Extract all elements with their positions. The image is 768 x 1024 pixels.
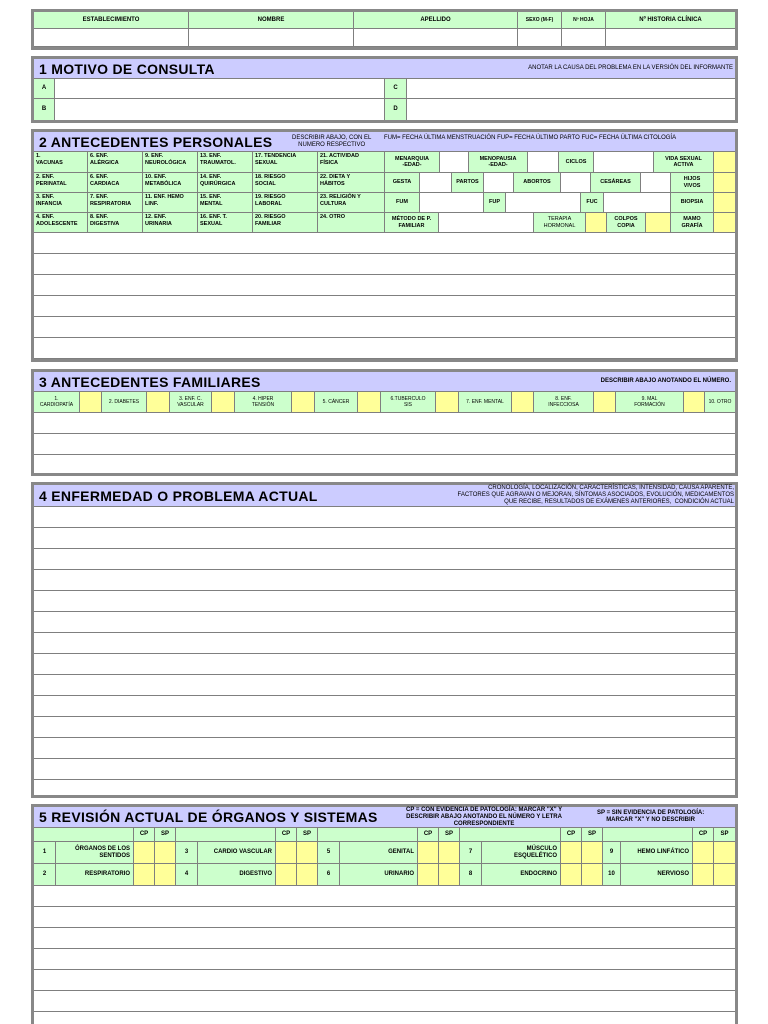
history-item-4-6[interactable]: 24. OTRO: [318, 213, 385, 233]
cp-check-9[interactable]: [693, 842, 714, 864]
sp-check-3[interactable]: [297, 842, 318, 864]
sp-header-5: SP: [714, 828, 735, 842]
cp-check-2[interactable]: [134, 864, 155, 886]
cpsp-spacer-5: [603, 828, 693, 842]
historia-field[interactable]: [606, 29, 735, 47]
history-item-2-4[interactable]: 14. ENF. QUIRÚRGICA: [198, 173, 253, 193]
family-item-3: 3. ENF. C. VASCULAR: [170, 392, 212, 413]
cp-check-1[interactable]: [134, 842, 155, 864]
section-title: 5 REVISIÓN ACTUAL DE ÓRGANOS Y SISTEMAS: [39, 809, 378, 825]
cp-check-6[interactable]: [418, 864, 439, 886]
system-number-5: 5: [318, 842, 340, 864]
sp-check-4[interactable]: [297, 864, 318, 886]
apellido-label: APELLIDO: [354, 12, 518, 29]
note-sp: SP = SIN EVIDENCIA DE PATOLOGÍA: MARCAR "X" Y NO DESCRIBIR: [597, 810, 705, 823]
sp-check-6[interactable]: [439, 864, 460, 886]
family-item-8: 8. ENF. INFECCIOSA: [534, 392, 594, 413]
motivo-field-a[interactable]: [55, 79, 385, 99]
gyn-label-terapia: TERAPIA HORMONAL: [534, 213, 586, 233]
description-lines[interactable]: [34, 507, 735, 795]
row-label-c: C: [385, 79, 407, 99]
section-enfermedad-actual: [31, 482, 738, 798]
family-item-2: 2. DIABETES: [102, 392, 147, 413]
section-antecedentes-familiares: [31, 369, 738, 476]
gyn-field-3-1[interactable]: [439, 213, 534, 233]
establecimiento-label: ESTABLECIMIENTO: [34, 12, 189, 29]
description-lines[interactable]: [34, 413, 735, 473]
sp-check-10[interactable]: [714, 864, 735, 886]
gyn-label-hijos: HIJOS VIVOS: [671, 173, 714, 193]
gyn-label-biopsia: BIOPSIA: [671, 193, 714, 213]
gyn-field-3-7[interactable]: [714, 213, 735, 233]
cp-header-5: CP: [693, 828, 714, 842]
cp-check-4[interactable]: [276, 864, 297, 886]
gyn-label-fuc: FUC: [581, 193, 604, 213]
cp-check-5[interactable]: [418, 842, 439, 864]
section-note-describe: DESCRIBIR ABAJO, CON EL NUMERO RESPECTIVO: [292, 135, 372, 148]
family-check-5[interactable]: [358, 392, 381, 413]
cp-check-7[interactable]: [561, 842, 582, 864]
system-label-6: URINARIO: [340, 864, 418, 886]
note-cp: CP = CON EVIDENCIA DE PATOLOGÍA: MARCAR "X" Y DESCRIBIR ABAJO ANOTANDO EL NÚMERO Y LETRA CORRESPONDIENTE: [406, 807, 563, 827]
gyn-field-1-9[interactable]: [714, 173, 735, 193]
historia-label: Nº HISTORIA CLÍNICA: [606, 12, 735, 29]
history-item-1-3[interactable]: 9. ENF. NEUROLÓGICA: [143, 152, 198, 173]
system-number-10: 10: [603, 864, 621, 886]
system-number-7: 7: [460, 842, 482, 864]
system-number-1: 1: [34, 842, 56, 864]
motivo-field-b[interactable]: [55, 99, 385, 120]
system-label-7: MÚSCULO ESQUELÉTICO: [482, 842, 561, 864]
gyn-field-0-3[interactable]: [528, 152, 559, 173]
section-title: 3 ANTECEDENTES FAMILIARES: [39, 374, 261, 390]
family-check-9[interactable]: [684, 392, 705, 413]
gyn-field-1-5[interactable]: [561, 173, 591, 193]
family-check-1[interactable]: [80, 392, 102, 413]
nombre-label: NOMBRE: [189, 12, 354, 29]
family-check-6[interactable]: [436, 392, 459, 413]
history-item-2-5[interactable]: 18. RIESGO SOCIAL: [253, 173, 318, 193]
section-header: [34, 132, 735, 152]
section-motivo-consulta: [31, 56, 738, 123]
gyn-field-3-5[interactable]: [646, 213, 671, 233]
history-item-3-2[interactable]: 7. ENF. RESPIRATORIA: [88, 193, 143, 213]
system-label-3: CARDIO VASCULAR: [198, 842, 276, 864]
section-note: DESCRIBIR ABAJO ANOTANDO EL NÚMERO.: [600, 378, 731, 384]
sp-header-2: SP: [297, 828, 318, 842]
history-item-2-3[interactable]: 10. ENF. METABÓLICA: [143, 173, 198, 193]
history-item-1-5[interactable]: 17. TENDENCIA SEXUAL: [253, 152, 318, 173]
cp-header-4: CP: [561, 828, 582, 842]
row-label-b: B: [34, 99, 55, 120]
family-item-4: 4. HIPER TENSIÓN: [235, 392, 292, 413]
history-item-2-1[interactable]: 2. ENF. PERINATAL: [34, 173, 88, 193]
cp-header-3: CP: [418, 828, 439, 842]
gyn-label-ciclos: CICLOS: [559, 152, 594, 173]
gyn-label-cesareas: CESÁREAS: [591, 173, 641, 193]
history-item-2-6[interactable]: 22. DIETA Y HÁBITOS: [318, 173, 385, 193]
sp-check-7[interactable]: [582, 842, 603, 864]
history-item-2-2[interactable]: 6. ENF. CARDIACA: [88, 173, 143, 193]
history-item-3-4[interactable]: 15. ENF. MENTAL: [198, 193, 253, 213]
section-note-fum: FUM= FECHA ÚLTIMA MENSTRUACIÓN FUP= FECHA ÚLTIMO PARTO FUC= FECHA ÚLTIMA CITOLOGÍA: [384, 135, 677, 141]
history-item-1-6[interactable]: 21. ACTIVIDAD FÍSICA: [318, 152, 385, 173]
system-label-8: ENDOCRINO: [482, 864, 561, 886]
gyn-label-mamografia: MAMO GRAFÍA: [671, 213, 714, 233]
gyn-label-fup: FUP: [484, 193, 506, 213]
system-label-2: RESPIRATORIO: [56, 864, 134, 886]
history-item-3-3[interactable]: 11. ENF. HEMO LINF.: [143, 193, 198, 213]
gyn-field-2-3[interactable]: [506, 193, 581, 213]
gyn-field-1-7[interactable]: [641, 173, 671, 193]
cp-header-1: CP: [134, 828, 155, 842]
family-check-2[interactable]: [147, 392, 170, 413]
row-label-a: A: [34, 79, 55, 99]
gyn-field-2-1[interactable]: [420, 193, 484, 213]
gyn-field-3-3[interactable]: [586, 213, 607, 233]
motivo-field-d[interactable]: [407, 99, 735, 120]
section-title: 2 ANTECEDENTES PERSONALES: [39, 134, 273, 150]
cpsp-spacer-3: [318, 828, 418, 842]
sp-check-5[interactable]: [439, 842, 460, 864]
section-note: CRONOLOGÍA, LOCALIZACIÓN, CARACTERÍSTICAS, INTENSIDAD, CAUSA APARENTE, FACTORES QUE AGRAVAN O MEJORAN, SÍNTOMAS ASOCIADOS, EVOLUCIÓN, MEDICAMENTOS QUE RECIBE, RESULTADOS DE EXÁMENES ANTERIORES, CONDICIÓN ACTUAL: [457, 485, 734, 505]
gyn-field-0-5[interactable]: [594, 152, 654, 173]
cp-header-2: CP: [276, 828, 297, 842]
sp-check-1[interactable]: [155, 842, 176, 864]
history-item-4-4[interactable]: 16. ENF. T. SEXUAL: [198, 213, 253, 233]
gyn-field-1-1[interactable]: [420, 173, 452, 193]
family-check-7[interactable]: [512, 392, 534, 413]
sp-check-2[interactable]: [155, 864, 176, 886]
family-check-4[interactable]: [292, 392, 315, 413]
gyn-label-abortos: ABORTOS: [514, 173, 561, 193]
motivo-field-c[interactable]: [407, 79, 735, 99]
gyn-label-partos: PARTOS: [452, 173, 484, 193]
system-label-1: ÓRGANOS DE LOS SENTIDOS: [56, 842, 134, 864]
sp-check-9[interactable]: [714, 842, 735, 864]
system-number-2: 2: [34, 864, 56, 886]
sexo-label: SEXO (M-F): [518, 12, 562, 29]
history-item-4-1[interactable]: 4. ENF. ADOLESCENTE: [34, 213, 88, 233]
section-title: 1 MOTIVO DE CONSULTA: [39, 61, 215, 77]
cp-check-10[interactable]: [693, 864, 714, 886]
cp-check-8[interactable]: [561, 864, 582, 886]
section-antecedentes-personales: [31, 129, 738, 362]
gyn-label-menarquia: MENARQUIA -EDAD-: [385, 152, 440, 173]
hoja-label: Nº HOJA: [562, 12, 606, 29]
system-number-9: 9: [603, 842, 621, 864]
system-number-3: 3: [176, 842, 198, 864]
establecimiento-field[interactable]: [34, 29, 189, 47]
hoja-field[interactable]: [562, 29, 606, 47]
gyn-label-vida_sexual: VIDA SEXUAL ACTIVA: [654, 152, 714, 173]
system-label-4: DIGESTIVO: [198, 864, 276, 886]
family-item-6: 6.TUBERCULO SIS: [381, 392, 436, 413]
cpsp-spacer-1: [34, 828, 134, 842]
gyn-label-fum: FUM: [385, 193, 420, 213]
gyn-field-0-7[interactable]: [714, 152, 735, 173]
history-item-1-1[interactable]: 1. VACUNAS: [34, 152, 88, 173]
gyn-label-gesta: GESTA: [385, 173, 420, 193]
history-item-3-5[interactable]: 19. RIESGO LABORAL: [253, 193, 318, 213]
system-number-4: 4: [176, 864, 198, 886]
family-item-10: 10. OTRO: [705, 392, 735, 413]
gyn-field-1-3[interactable]: [484, 173, 514, 193]
row-label-d: D: [385, 99, 407, 120]
family-item-9: 9. MAL FORMACIÓN: [616, 392, 684, 413]
description-lines[interactable]: [34, 233, 735, 359]
apellido-field[interactable]: [354, 29, 518, 47]
section-header: [34, 372, 735, 392]
history-item-1-2[interactable]: 6. ENF. ALÉRGICA: [88, 152, 143, 173]
gyn-label-colposcopia: COLPOS COPIA: [607, 213, 646, 233]
family-check-3[interactable]: [212, 392, 235, 413]
family-check-8[interactable]: [594, 392, 616, 413]
cpsp-spacer-2: [176, 828, 276, 842]
history-item-4-3[interactable]: 12. ENF. URINARIA: [143, 213, 198, 233]
sp-header-3: SP: [439, 828, 460, 842]
description-lines[interactable]: [34, 886, 735, 1024]
history-item-4-2[interactable]: 8. ENF. DIGESTIVA: [88, 213, 143, 233]
family-item-7: 7. ENF. MENTAL: [459, 392, 512, 413]
gyn-label-metodo: MÉTODO DE P. FAMILIAR: [385, 213, 439, 233]
section-header: [34, 807, 735, 828]
system-number-8: 8: [460, 864, 482, 886]
system-label-10: NERVIOSO: [621, 864, 693, 886]
section-revision-organos: [31, 804, 738, 1024]
history-item-1-4[interactable]: 13. ENF. TRAUMATOL.: [198, 152, 253, 173]
section-note: ANOTAR LA CAUSA DEL PROBLEMA EN LA VERSIÓN DEL INFORMANTE: [528, 65, 733, 71]
system-number-6: 6: [318, 864, 340, 886]
cpsp-spacer-4: [460, 828, 561, 842]
sp-check-8[interactable]: [582, 864, 603, 886]
nombre-field[interactable]: [189, 29, 354, 47]
history-item-3-1[interactable]: 3. ENF. INFANCIA: [34, 193, 88, 213]
section-header: [34, 59, 735, 79]
sp-header-4: SP: [582, 828, 603, 842]
system-label-5: GENITAL: [340, 842, 418, 864]
gyn-field-0-1[interactable]: [440, 152, 469, 173]
gyn-field-2-7[interactable]: [714, 193, 735, 213]
system-label-9: HEMO LINFÁTICO: [621, 842, 693, 864]
history-item-4-5[interactable]: 20. RIESGO FAMILIAR: [253, 213, 318, 233]
family-item-1: 1. CARDIOPATÍA: [34, 392, 80, 413]
cp-check-3[interactable]: [276, 842, 297, 864]
history-item-3-6[interactable]: 23. RELIGIÓN Y CULTURA: [318, 193, 385, 213]
section-title: 4 ENFERMEDAD O PROBLEMA ACTUAL: [39, 488, 318, 504]
sexo-field[interactable]: [518, 29, 562, 47]
sp-header-1: SP: [155, 828, 176, 842]
patient-header: [31, 9, 738, 50]
section-header: [34, 485, 735, 507]
gyn-field-2-5[interactable]: [604, 193, 671, 213]
family-item-5: 5. CÁNCER: [315, 392, 358, 413]
gyn-label-menopausia: MENOPAUSIA -EDAD-: [469, 152, 528, 173]
